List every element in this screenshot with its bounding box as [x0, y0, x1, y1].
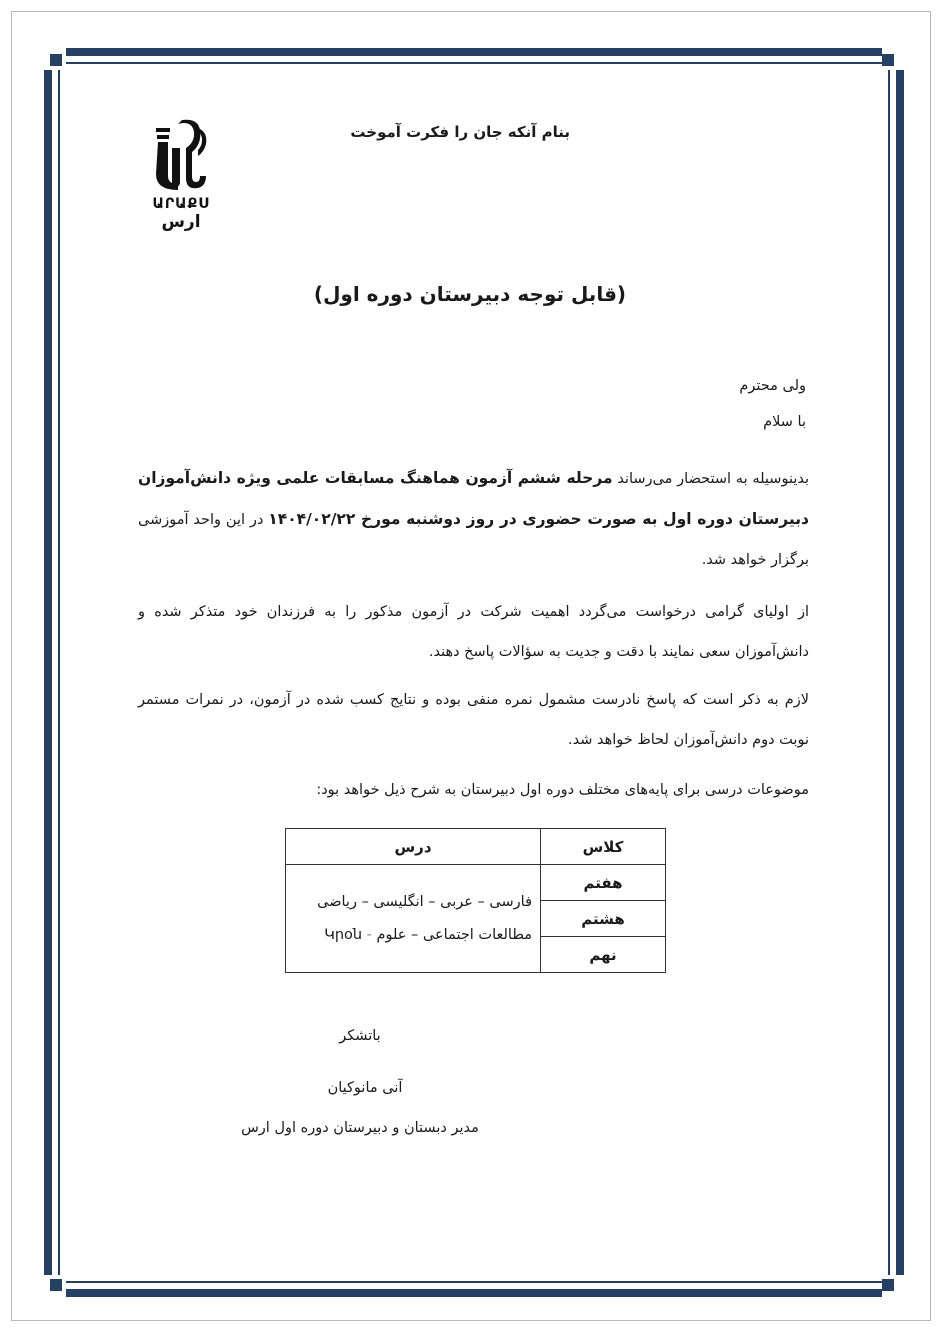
invocation-line: بنام آنکه جان را فکرت آموخت [350, 123, 570, 141]
lessons-cell [286, 865, 541, 973]
lessons-separator: - [362, 926, 377, 943]
column-header-grade: کلاس [541, 829, 666, 865]
paragraph-negative-marking: لازم به ذکر است که پاسخ نادرست مشمول نمره منفی بوده و نتایج کسب شده در آزمون، در نمرات مستمر نوبت دوم دانش‌آموزان لحاظ خواهد شد. [138, 692, 809, 748]
announcement-highlight: مرحله ششم آزمون هماهنگ مسابقات علمی ویژه دانش‌آموزان دبیرستان دوره اول به صورت حضوری در روز دوشنبه مورخ ۱۴۰۴/۰۲/۲۲ [138, 469, 809, 528]
closing-thanks: باتشکر [339, 1028, 381, 1044]
grade-cell: هفتم [541, 865, 666, 901]
greeting-line-1: ولی محترم [739, 378, 806, 394]
logo-persian-text: ارس [161, 212, 201, 232]
paragraph-subjects-intro: موضوعات درسی برای پایه‌های مختلف دوره اول دبیرستان به شرح ذیل خواهد بود: [316, 782, 809, 798]
decorative-frame-inner [58, 62, 890, 1283]
subjects-table [285, 828, 666, 973]
grade-cell: هشتم [541, 901, 666, 937]
signer-role: مدیر دبستان و دبیرستان دوره اول ارس [241, 1120, 479, 1136]
paragraph-announcement [138, 458, 809, 580]
frame-corner-box [882, 54, 894, 66]
lessons-line-1: فارسی – عربی – انگلیسی – ریاضی [317, 893, 532, 910]
frame-corner-box [50, 54, 62, 66]
column-header-lessons: درس [286, 829, 541, 865]
signer-name: آنی مانوکیان [327, 1080, 403, 1096]
school-logo [148, 118, 218, 236]
table-header-row [286, 829, 666, 865]
lessons-armenian: Կրօն [324, 926, 363, 943]
table-row [286, 865, 666, 901]
frame-corner-box [882, 1279, 894, 1291]
announcement-text-start: بدینوسیله به استحضار می‌رساند [612, 471, 809, 487]
paragraph-request: از اولیای گرامی درخواست می‌گردد اهمیت شرکت در آزمون مذکور را به فرزندان خود متذکر شده و دانش‌آموزان سعی نمایند با دقت و جدیت به سؤالات پاسخ دهند. [138, 604, 809, 660]
logo-mark-icon [148, 118, 214, 198]
frame-corner-box [50, 1279, 62, 1291]
lessons-line-2-text: مطالعات اجتماعی – علوم [376, 926, 532, 943]
announcement-text-end: در این واحد آموزشی برگزار خواهد شد. [138, 512, 809, 568]
greeting-line-2: با سلام [763, 414, 806, 430]
lessons-line-2 [286, 919, 532, 952]
page-title: (قابل توجه دبیرستان دوره اول) [313, 282, 627, 306]
logo-latin-text: ԱՐԱՔՍ [152, 196, 210, 212]
grade-cell: نهم [541, 937, 666, 973]
